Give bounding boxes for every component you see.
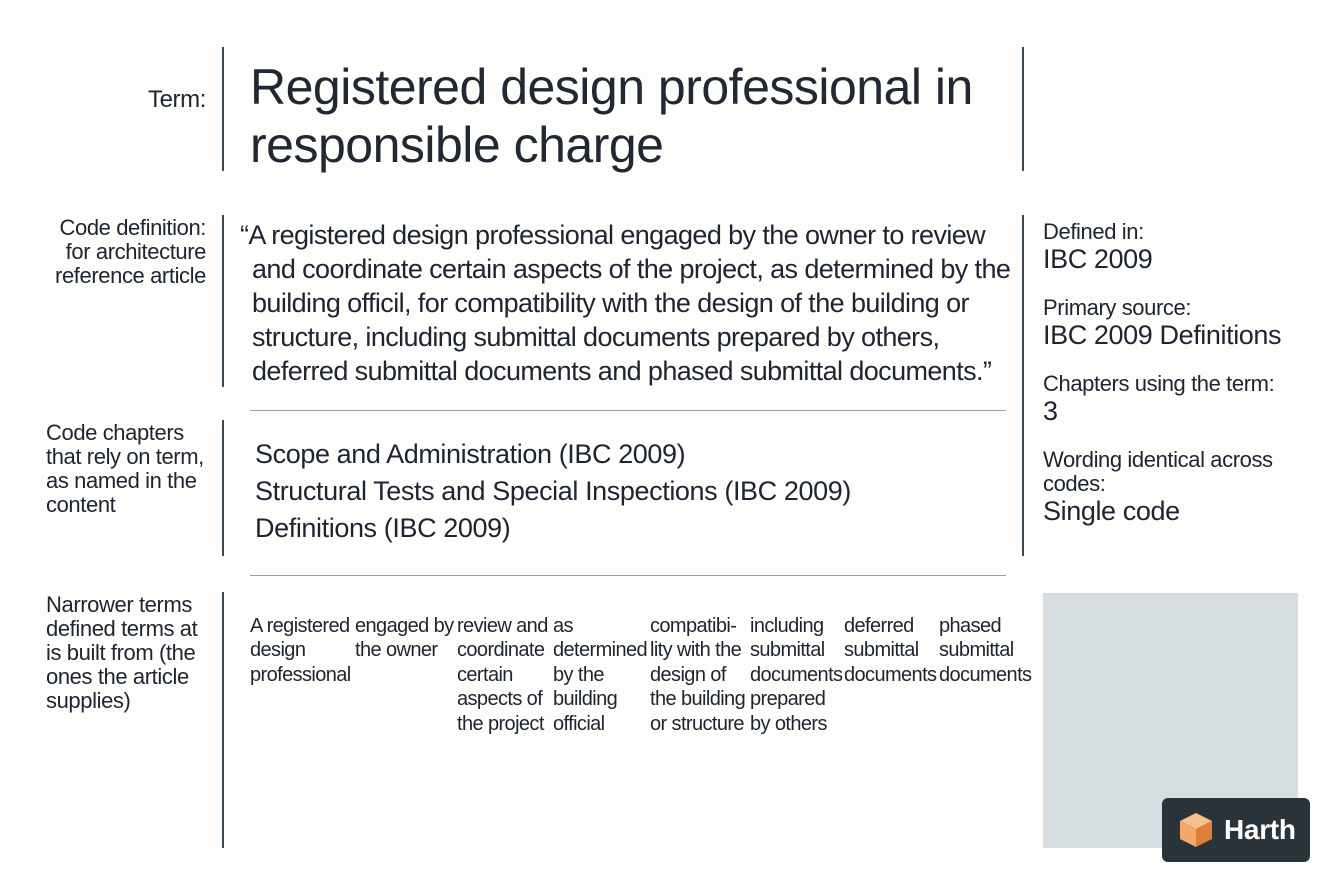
left-rule-chapters: [222, 420, 224, 556]
left-rule-title: [222, 47, 224, 171]
page-title: Registered design professional in responsible charge: [250, 59, 973, 173]
chapter-item: Scope and Administration (IBC 2009): [255, 439, 686, 469]
defined-in-label: Defined in:: [1043, 219, 1144, 244]
narrower-term: phased submittal documents: [939, 615, 1032, 686]
chapters-count: [1043, 372, 1323, 426]
narrower-term: deferred submittal documents: [844, 615, 937, 686]
narrower-term: review and coordinate certain aspects of the project: [457, 615, 548, 735]
chapters-label: Code chapters that rely on term, as named in the content: [46, 420, 204, 517]
narrower-term: engaged by the owner: [355, 615, 454, 662]
logo-wordmark: Harth: [1224, 814, 1296, 845]
harth-logo: [1162, 798, 1310, 862]
definition-text: “A registered design professional engaged by the owner to review and coordinate certain aspects of the project, as determined by the building officil, for compatibility with the design of the building or structure, including submittal documents prepared by others, deferred submittal documents and phased submittal documents.”: [240, 220, 1011, 386]
wording-value: Single code: [1043, 496, 1180, 526]
definition-label: Code definition: for architecture reference article: [55, 215, 206, 288]
chapter-item: Structural Tests and Special Inspections (IBC 2009): [255, 476, 851, 506]
narrower-term: A registered design professional: [250, 615, 351, 686]
term-label: Term:: [147, 86, 206, 113]
chapters-count-value: 3: [1043, 396, 1058, 426]
primary-source-value: IBC 2009 Definitions: [1043, 320, 1282, 350]
defined-in-value: IBC 2009: [1043, 244, 1153, 274]
narrower-terms-label: Narrower terms defined terms at is built from (the ones the article supplies): [46, 592, 198, 713]
narrower-term: including submittal documents prepared by others: [750, 615, 843, 735]
left-rule-definition: [222, 215, 224, 387]
narrower-term: compatibi-lity with the design of the building or structure: [650, 615, 746, 735]
cube-icon: [1176, 810, 1216, 850]
chapters-count-label: Chapters using the term:: [1043, 371, 1275, 396]
right-rule-title: [1022, 47, 1024, 171]
chapter-item: Definitions (IBC 2009): [255, 513, 511, 543]
left-rule-terms: [222, 592, 224, 848]
primary-source: [1043, 296, 1323, 350]
narrower-term: as determined by the building official: [553, 615, 648, 735]
right-rule-meta: [1022, 215, 1024, 556]
separator-after-chapters: [250, 575, 1006, 576]
chapters-list: [255, 436, 1015, 547]
separator-after-definition: [250, 410, 1006, 411]
primary-source-label: Primary source:: [1043, 295, 1192, 320]
defined-in: [1043, 220, 1323, 274]
wording-identical: [1043, 448, 1303, 526]
narrower-terms-list: [250, 614, 1040, 736]
wording-label: Wording identical across codes:: [1043, 447, 1273, 496]
